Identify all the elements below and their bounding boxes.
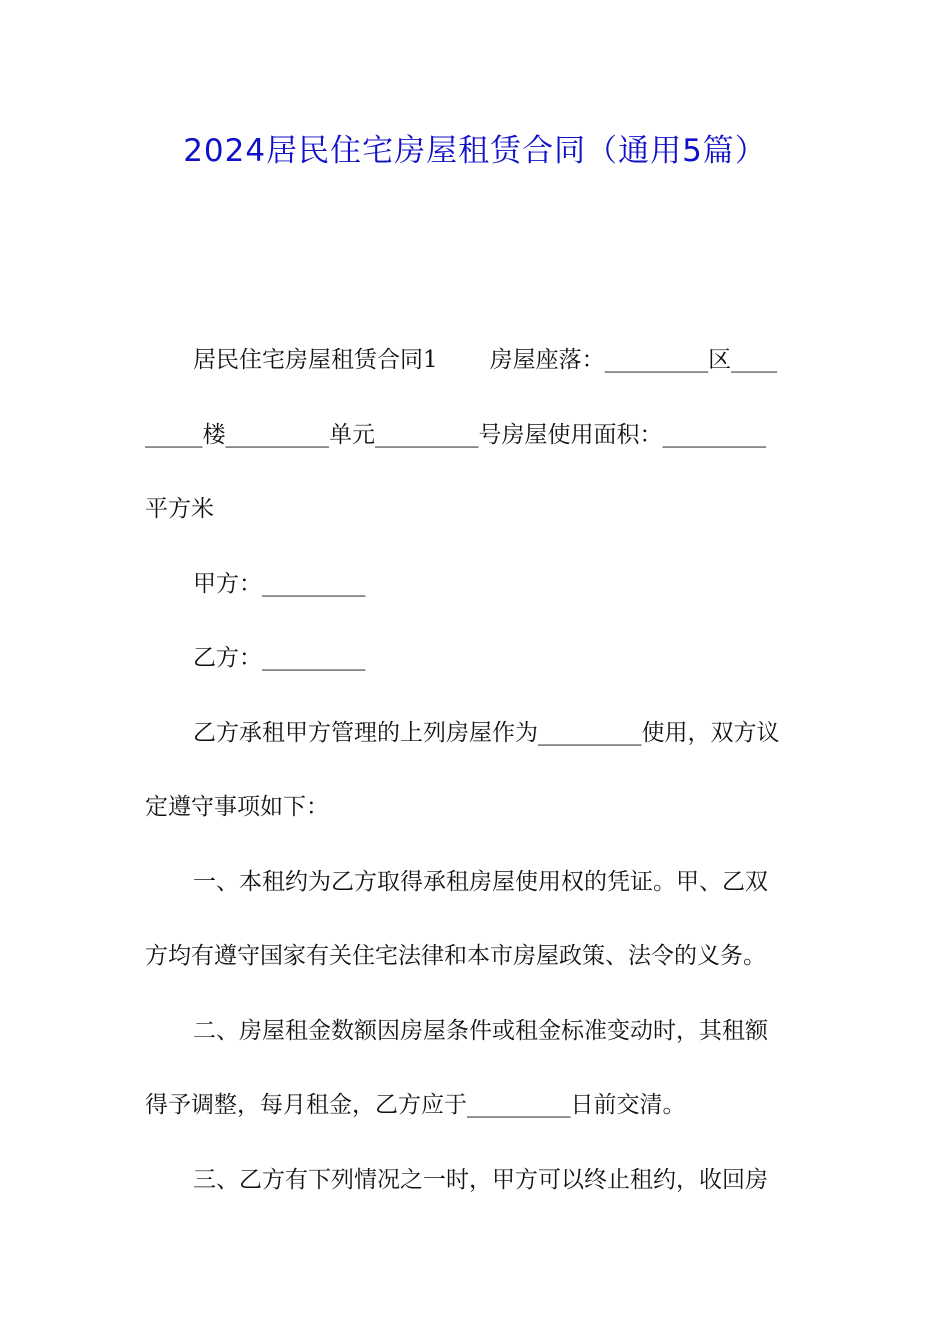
text-line: [145, 561, 815, 636]
text-line: [145, 412, 815, 487]
text-line: [145, 784, 815, 859]
line-text: 平方米: [145, 496, 214, 522]
line-text: 乙方承租甲方管理的上列房屋作为_________使用，双方议: [193, 719, 780, 746]
document-title: 2024居民住宅房屋租赁合同（通用5篇）: [183, 133, 767, 169]
text-line: [145, 486, 815, 561]
text-line: [145, 635, 815, 710]
line-text: 定遵守事项如下：: [145, 794, 329, 820]
text-line: [145, 710, 815, 785]
line-text: 乙方：_________: [193, 645, 366, 671]
line-text: 甲方：_________: [193, 570, 366, 597]
line-text: 居民住宅房屋租赁合同1: [193, 347, 438, 373]
line-text: 方均有遵守国家有关住宅法律和本市房屋政策、法令的义务。: [145, 943, 766, 969]
text-line: [145, 1082, 815, 1157]
line-text: 一、本租约为乙方取得承租房屋使用权的凭证。甲、乙双: [193, 868, 768, 895]
text-line: [145, 337, 815, 412]
line-text: 房屋座落：_________区____: [489, 347, 778, 373]
text-line: [145, 933, 815, 1008]
text-line: [145, 859, 815, 934]
line-text: _____楼_________单元_________号房屋使用面积：_________: [145, 421, 766, 448]
document-body: [145, 337, 815, 1231]
line-text: 二、房屋租金数额因房屋条件或租金标准变动时，其租额: [193, 1017, 768, 1044]
text-line: [145, 1008, 815, 1083]
line-text: 三、乙方有下列情况之一时，甲方可以终止租约，收回房: [193, 1166, 768, 1193]
text-line: [145, 1157, 815, 1232]
line-text: 得予调整，每月租金，乙方应于_________日前交清。: [145, 1092, 686, 1118]
